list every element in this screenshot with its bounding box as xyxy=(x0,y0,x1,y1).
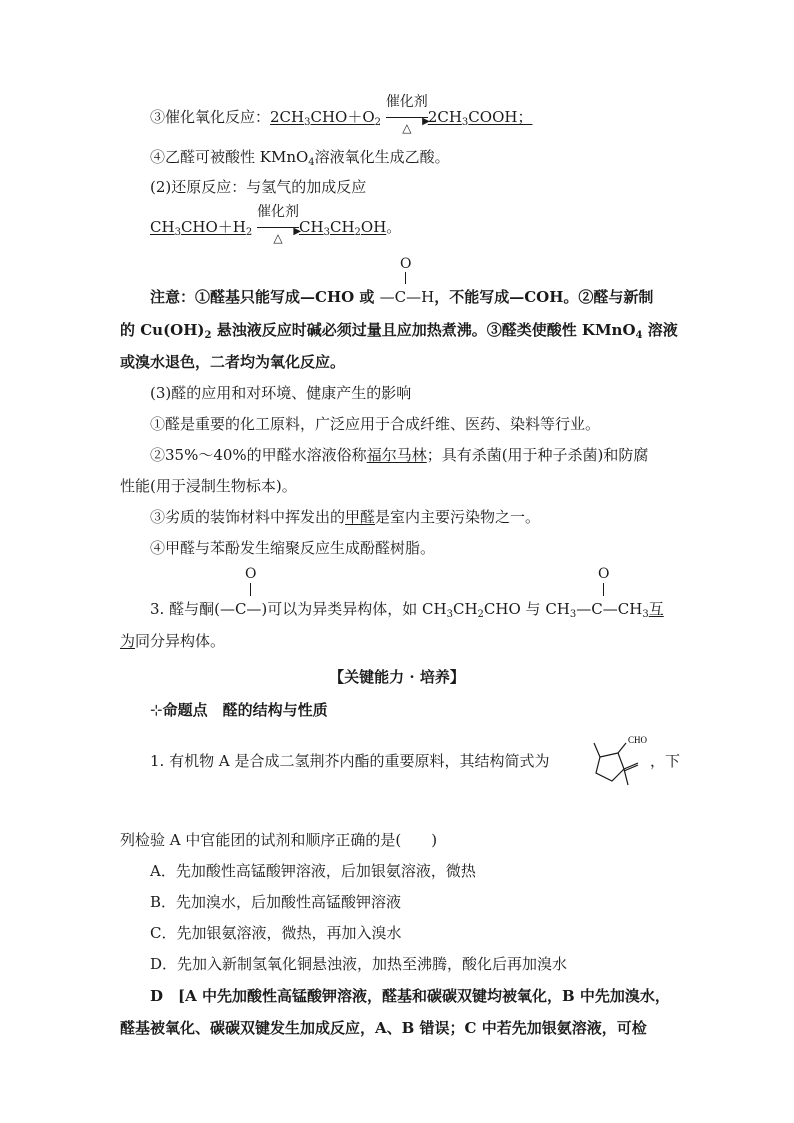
uses-item-1: ①醛是重要的化工原料，广泛应用于合成纤维、医药、染料等行业。 xyxy=(150,415,601,433)
acetone-double-bond xyxy=(603,583,605,596)
note-struct-oxygen: O xyxy=(400,256,412,272)
topic-title xyxy=(150,700,328,720)
question-1-tail: ，下 xyxy=(650,752,681,770)
eq2-left: $CH_3CHO+H_2$ xyxy=(150,218,253,238)
reduction-title: (2)还原反应：与氢气的加成反应 xyxy=(150,178,367,196)
eq2-right: $CH_3CH_2OH$ xyxy=(299,218,387,238)
isomer-line-1: 3. 醛与酮(—C—)可以为异类异构体，如 $CH_3CH_2CHO$ 与 $CH_3—C—CH_3$互 xyxy=(150,600,664,620)
uses-item-3-b: 是室内主要污染物之一。 xyxy=(375,508,541,526)
option-b: B．先加溴水，后加酸性高锰酸钾溶液 xyxy=(150,893,402,911)
uses-item-4: ④甲醛与苯酚发生缩聚反应生成酚醛树脂。 xyxy=(150,539,436,557)
uses-item-3-a: ③劣质的装饰材料中挥发出的 xyxy=(150,508,346,526)
acetone-structure: $CH_3—C—CH_3$ xyxy=(545,600,649,620)
uses-item-2 xyxy=(150,445,648,465)
eq2-catalyst: 催化剂 xyxy=(257,204,300,220)
molecule-a-structure-icon xyxy=(580,723,650,793)
arrow-head-icon: ▶ xyxy=(293,226,302,237)
note-double-bond xyxy=(405,272,407,284)
question-1-a: 1. 有机物 A 是合成二氢荆芥内酯的重要原料，其结构简式为 xyxy=(150,752,550,770)
note-suffix: ，不能写成—COH。②醛与新制 xyxy=(434,288,654,306)
eq2-heat: △ xyxy=(273,231,283,245)
question-1-line-1 xyxy=(150,751,549,771)
topic-icon: ⊹ xyxy=(150,701,163,719)
ketone-double-bond xyxy=(250,583,252,596)
uses-item-2-a: ②35%～40%的甲醛水溶液俗称 xyxy=(150,446,367,464)
answer-line-2: 醛基被氧化、碳碳双键发生加成反应，A、B 错误；C 中若先加银氨溶液，可检 xyxy=(120,1019,647,1037)
topic-text: 命题点 醛的结构与性质 xyxy=(162,701,328,719)
question-1-line-2: 列检验 A 中官能团的试剂和顺序正确的是( ) xyxy=(120,831,438,849)
isomer-c: 互 xyxy=(648,600,664,618)
eq1-prefix: ③催化氧化反应： xyxy=(150,108,271,126)
note-line-1 xyxy=(150,287,653,307)
formaldehyde-term: 甲醛 xyxy=(345,508,376,526)
isomer-a: 3. 醛与酮( xyxy=(150,600,220,618)
eq1-right: $2CH_3COOH$； xyxy=(427,108,533,128)
eq1-catalyst: 催化剂 xyxy=(385,94,428,110)
uses-title: (3)醛的应用和对环境、健康产生的影响 xyxy=(150,384,412,402)
eq1-arrow xyxy=(385,94,430,135)
ketone-oxygen: O xyxy=(245,566,257,582)
eq-catalytic-oxidation xyxy=(150,94,533,135)
answer-line-1: D [A 中先加酸性高锰酸钾溶液，醛基和碳碳双键均被氧化，B 中先加溴水， xyxy=(150,987,670,1005)
arrow-head-icon: ▶ xyxy=(422,116,430,127)
isomer-line-2: 为同分异构体。 xyxy=(120,632,226,650)
option-d: D．先加入新制氢氧化铜悬浊液，加热至沸腾，酸化后再加溴水 xyxy=(150,955,568,973)
aldehyde-group-structure: —C—H xyxy=(379,288,435,306)
uses-item-2-b: ；具有杀菌(用于种子杀菌)和防腐 xyxy=(426,446,649,464)
option-a: A．先加酸性高锰酸钾溶液，后加银氨溶液，微热 xyxy=(150,862,476,880)
uses-item-3 xyxy=(150,507,540,527)
cho-label: CHO xyxy=(628,735,648,745)
eq2-arrow xyxy=(257,204,302,245)
kmno4-oxidation-line: ④乙醛可被酸性 KMnO$_4$溶液氧化生成乙酸。 xyxy=(150,148,450,168)
eq-reduction: $CH_3CHO+H_2$ 催化剂 ▶ △ $CH_3CH_2OH$。 xyxy=(150,217,401,238)
option-c: C．先加银氨溶液，微热，再加入溴水 xyxy=(150,924,402,942)
note-line-2: 的 $Cu(OH)_2$ 悬浊液反应时碱必须过量且应加热煮沸。③醛类使酸性 KMnO$_4$ 溶液 xyxy=(120,321,678,341)
formalin-term: 福尔马林 xyxy=(366,446,427,464)
eq1-heat: △ xyxy=(402,121,412,135)
note-prefix: 注意：①醛基只能写成—CHO 或 xyxy=(150,288,375,306)
acetone-oxygen: O xyxy=(598,566,610,582)
ketone-group-structure: —C— xyxy=(219,600,262,618)
section-header: 【关键能力 · 培养】 xyxy=(329,668,465,686)
uses-item-2-cont: 性能(用于浸制生物标本)。 xyxy=(120,477,297,495)
eq1-left: $2CH_3CHO+O_2$ xyxy=(270,108,382,128)
note-line-3: 或溴水退色，二者均为氧化反应。 xyxy=(120,353,346,371)
